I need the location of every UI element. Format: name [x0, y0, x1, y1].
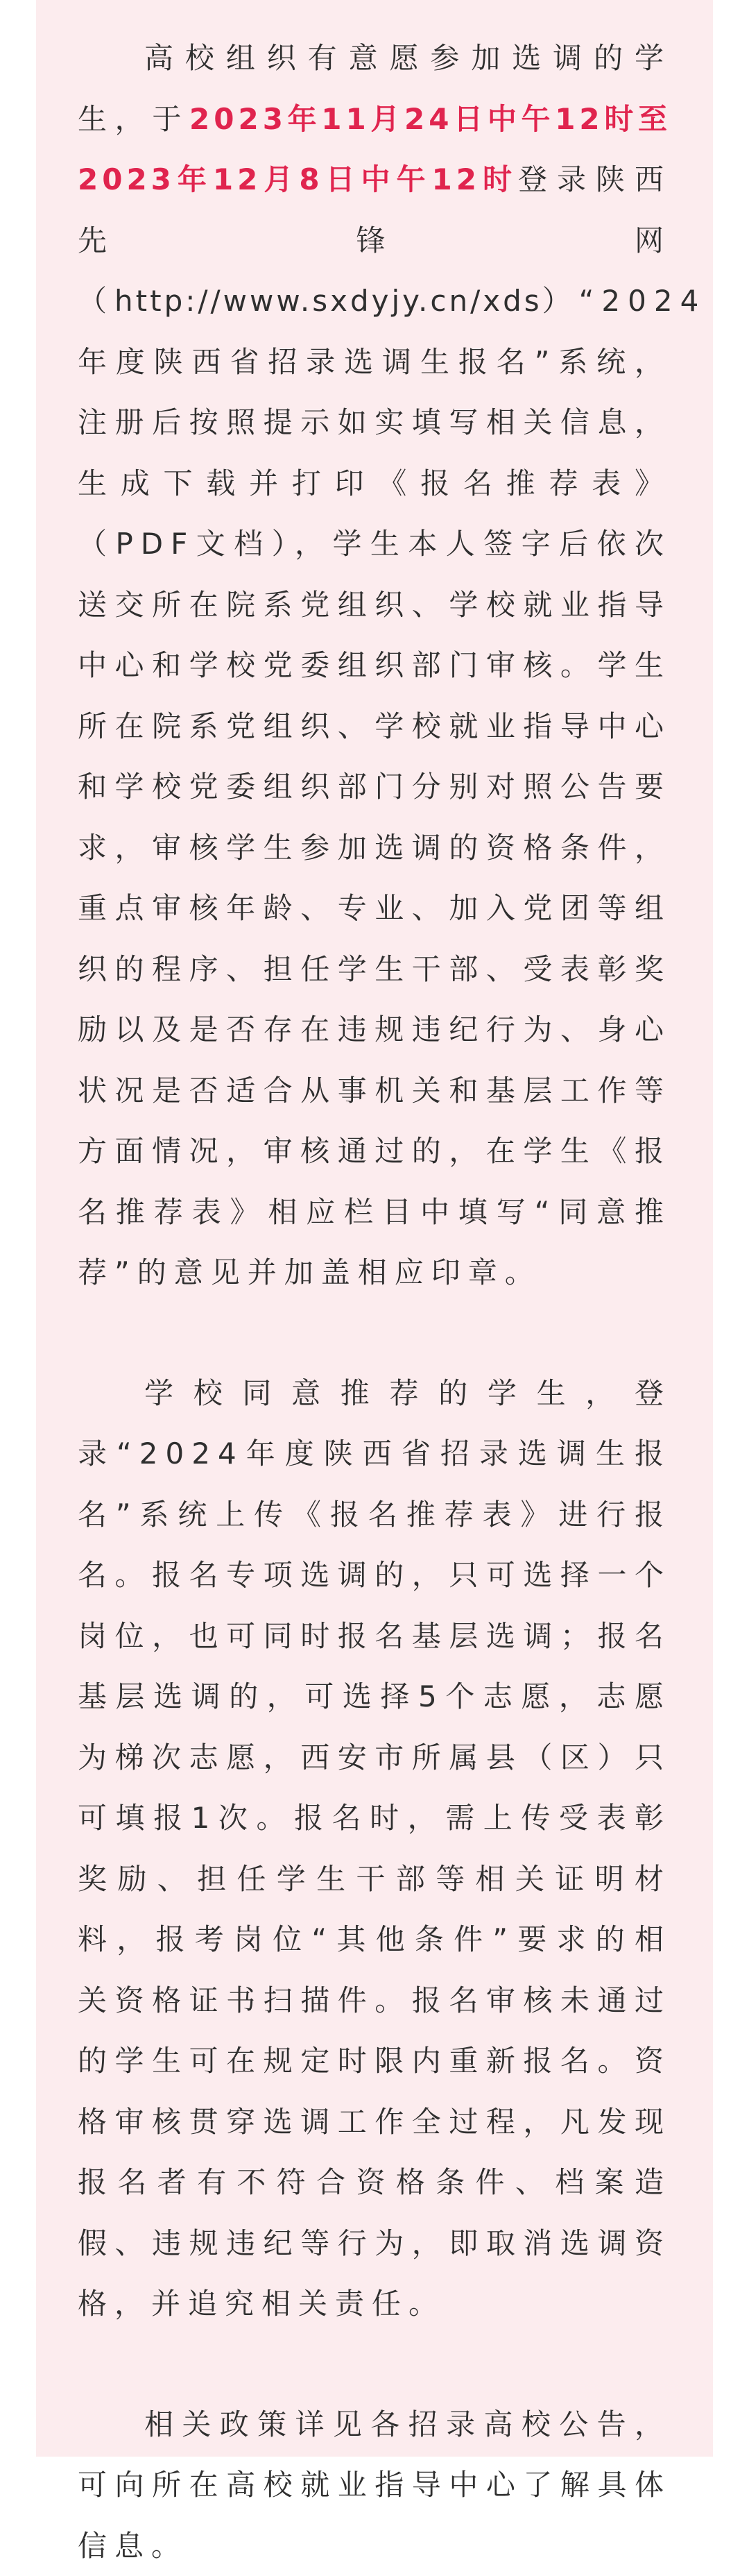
paragraph-application: 学校同意推荐的学生，登录“2024年度陕西省招录选调生报名”系统上传《报名推荐表》进行报名。报名专项选调的，只可选择一个岗位，也可同时报名基层选调；报名基层选调的，可选择5个志愿，志愿为梯次志愿，西安市所属县（区）只可填报1次。报名时，需上传受表彰奖励、担任学生干部等相关证明材料，报考岗位“其他条件”要求的相关资格证书扫描件。报名审核未通过的学生可在规定时限内重新报名。资格审核贯穿选调工作全过程，凡发现报名者有不符合资格条件、档案造假、违规违纪等行为，即取消选调资格，并追究相关责任。: [78, 1363, 671, 2334]
paragraph-text: ）“2024年度陕西省招录选调生报名”系统，注册后按照提示如实填写相关信息，生成下载并打印《报名推荐表》（PDF文档），学生本人签字后依次送交所在院系党组织、学校就业指导中心和学校党委组织部门审核。学生所在院系党组织、学校就业指导中心和学校党委组织部门分别对照公告要求，审核学生参加选调的资格条件，重点审核年龄、专业、加入党团等组织的程序、担任学生干部、受表彰奖励以及是否存在违规违纪行为、身心状况是否适合从事机关和基层工作等方面情况，审核通过的，在学生《报名推荐表》相应栏目中填写“同意推荐”的意见并加盖相应印章。: [78, 284, 706, 1289]
paragraph-policy: 相关政策详见各招录高校公告，可向所在高校就业指导中心了解具体信息。: [78, 2394, 671, 2576]
registration-period-highlight: 2023年11月24日中午12时至2023年12月8日中午12时: [78, 102, 671, 197]
paragraph-text: 登录陕西先锋网（: [78, 162, 671, 318]
paragraph-registration: [78, 28, 671, 1303]
registration-url: http://www.sxdyjy.cn/xds: [114, 284, 542, 318]
paragraph-text: 高校组织有意愿参加选调的学生，于: [78, 41, 671, 136]
article-body: [78, 0, 671, 2576]
